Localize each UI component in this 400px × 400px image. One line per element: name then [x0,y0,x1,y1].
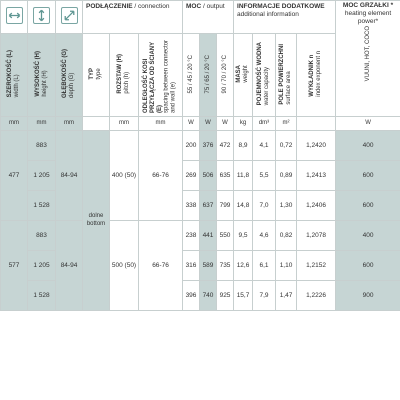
heater-value: 600 [336,161,400,191]
unit-cell: kg [234,117,253,131]
exponent-value: 1,2406 [297,191,336,221]
exponent-value: 1,2152 [297,251,336,281]
table-row [1,131,400,161]
pitch-header: ROZSTAW (H) pitch (h) [110,34,139,117]
width-value: 477 [1,131,28,221]
output-90-value: 799 [217,191,234,221]
type-header: TYP type [83,34,110,117]
unit-cell: mm [56,117,83,131]
surface-area-header: POLE POWIERZCHNI surface area [276,34,297,117]
icon-header-row [1,1,400,34]
output-55-value: 269 [183,161,200,191]
weight-value: 14,8 [234,191,253,221]
unit-cell: W [183,117,200,131]
height-value: 883 [28,221,56,251]
output-90-value: 472 [217,131,234,161]
unit-cell: dm³ [253,117,276,131]
output-55-value: 200 [183,131,200,161]
horizontal-arrows-icon [6,7,23,24]
table-row [1,221,400,251]
width-icon-cell [1,1,28,34]
unit-cell [83,117,110,131]
depth-header: GŁĘBOKOŚĆ (G) depth (G) [56,34,83,117]
height-value: 1 205 [28,161,56,191]
water-value: 7,9 [253,281,276,311]
output-55-value: 396 [183,281,200,311]
output-group-header: MOC / output [183,1,234,34]
surface-value: 0,82 [276,221,297,251]
additional-info-group-header: INFORMACJE DODATKOWE additional information [234,1,336,34]
output-90-value: 635 [217,161,234,191]
output-90-header: 90 / 70 / 20 °C [217,34,234,117]
water-capacity-header: POJEMNOŚĆ WODNA water capacity [253,34,276,117]
output-75-value: 740 [200,281,217,311]
heater-value: 400 [336,131,400,161]
depth-value: 84-94 [56,131,83,221]
output-55-value: 316 [183,251,200,281]
output-90-value: 550 [217,221,234,251]
pitch-value: 500 (50) [110,221,139,311]
connection-group-header: PODŁĄCZENIE / connection [83,1,183,34]
vertical-arrows-icon [33,7,50,24]
height-value: 1 528 [28,281,56,311]
surface-value: 0,72 [276,131,297,161]
exponent-value: 1,2420 [297,131,336,161]
weight-value: 15,7 [234,281,253,311]
output-90-value: 735 [217,251,234,281]
height-icon-cell [28,1,56,34]
width-value: 577 [1,221,28,311]
water-value: 4,6 [253,221,276,251]
output-75-value: 441 [200,221,217,251]
output-55-value: 238 [183,221,200,251]
unit-cell: mm [1,117,28,131]
unit-cell: mm [110,117,139,131]
output-55-value: 338 [183,191,200,221]
diagonal-arrows-icon [61,7,78,24]
height-header: WYSOKOŚĆ (H) height (H) [28,34,56,117]
unit-cell: m² [276,117,297,131]
exponent-value: 1,2413 [297,161,336,191]
weight-value: 9,5 [234,221,253,251]
depth-value: 84-94 [56,221,83,311]
unit-cell [297,117,336,131]
exponent-header: WYKŁADNIK n index exponent n [297,34,336,117]
surface-value: 0,89 [276,161,297,191]
heater-value: 900 [336,281,400,311]
height-value: 1 205 [28,251,56,281]
units-row [1,117,400,131]
water-value: 4,1 [253,131,276,161]
unit-cell: W [217,117,234,131]
unit-cell: mm [139,117,183,131]
heater-models-label: VUUNI, HOT, COCO [364,26,371,82]
output-75-header: 75 / 65 / 20 °C [200,34,217,117]
water-value: 5,5 [253,161,276,191]
exponent-value: 1,2226 [297,281,336,311]
surface-value: 1,10 [276,251,297,281]
weight-value: 8,9 [234,131,253,161]
output-75-value: 376 [200,131,217,161]
spacing-header: ODLEGŁOŚĆ KOSI PRZYŁĄCZA OD ŚCIANY (E) spacing between connector and wall (e) [139,34,183,117]
water-value: 6,1 [253,251,276,281]
unit-cell: W [200,117,217,131]
weight-value: 12,6 [234,251,253,281]
height-value: 883 [28,131,56,161]
water-value: 7,0 [253,191,276,221]
width-header: SZEROKOŚĆ (L) width (L) [1,34,28,117]
pitch-value: 400 (50) [110,131,139,221]
exponent-value: 1,2078 [297,221,336,251]
output-90-value: 925 [217,281,234,311]
spacing-value: 66-76 [139,221,183,311]
output-75-value: 637 [200,191,217,221]
output-75-value: 589 [200,251,217,281]
heater-value: 600 [336,191,400,221]
output-55-header: 55 / 45 / 20 °C [183,34,200,117]
surface-value: 1,30 [276,191,297,221]
surface-value: 1,47 [276,281,297,311]
type-value: dolne bottom [83,131,110,311]
output-75-value: 506 [200,161,217,191]
weight-value: 11,8 [234,161,253,191]
height-value: 1 528 [28,191,56,221]
heater-value: 400 [336,221,400,251]
weight-header: MASA weight [234,34,253,117]
heater-value: 600 [336,251,400,281]
spacing-value: 66-76 [139,131,183,221]
unit-cell: W [336,117,400,131]
depth-icon-cell [56,1,83,34]
unit-cell: mm [28,117,56,131]
heating-power-header: MOC GRZAŁKI * heating element power* VUUNI, HOT, COCO [336,1,400,117]
